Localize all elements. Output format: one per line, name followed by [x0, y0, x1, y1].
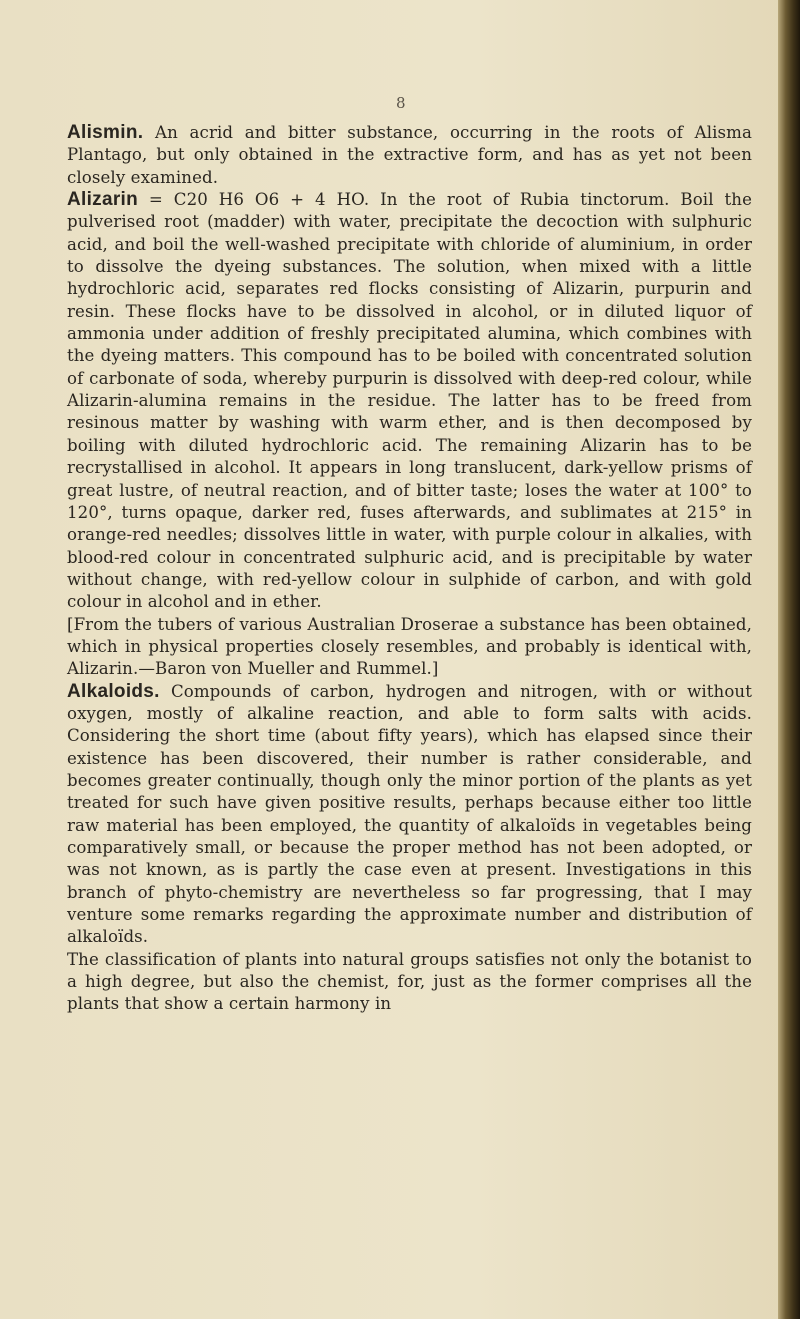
entry-alkaloids: [67, 681, 752, 949]
page-text: [67, 122, 752, 1016]
entry-continuation: [67, 949, 752, 1016]
entry-body: = C20 H6 O6 + 4 HO. In the root of Rubia tinctorum. Boil the pulverised root (madder) with water, precipitate the decoction with sulphuric acid, and boil the well-washed precipitate with chloride of aluminium, in order to dissolve the dyeing substances. The solution, when mixed with a little hydrochloric acid, separates red flocks consisting of Alizarin, purpurin and resin. These flocks have to be dissolved in alcohol, or in diluted liquor of ammonia under addition of freshly precipitated alumina, which combines with the dyeing matters. This compound has to be boiled with concentrated solution of carbonate of soda, whereby purpurin is dissolved with deep-red colour, while Alizarin-alumina remains in the residue. The latter has to be freed from resinous matter by washing with warm ether, and is then decomposed by boiling with diluted hydrochloric acid. The remaining Alizarin has to be recrystallised in alcohol. It appears in long translucent, dark-yellow prisms of great lustre, of neutral reaction, and of bitter taste; loses the water at 100° to 120°, turns opaque, darker red, fuses afterwards, and sublimates at 215° in orange-red needles; dissolves little in water, with purple colour in alkalies, with blood-red colour in concentrated sulphuric acid, and is precipitable by water without change, with red-yellow colour in sulphide of carbon, and with gold colour in alcohol and in ether.: [67, 190, 752, 612]
entry-heading: Alizarin: [67, 189, 139, 211]
entry-alismin: [67, 122, 752, 189]
entry-heading: Alismin.: [67, 122, 144, 143]
entry-body: The classification of plants into natural groups satisfies not only the botanist to a high degree, but also the chemist, for, just as the former comprises all the plants that show a certain harmony in: [67, 949, 752, 1014]
entry-body: An acrid and bitter substance, occurring in the roots of Alisma Plantago, but only obtained in the extractive form, and has as yet not been closely examined.: [67, 123, 752, 187]
entry-note: [67, 614, 752, 681]
entry-heading: Alkaloids.: [67, 680, 160, 702]
entry-body: [From the tubers of various Australian Droserae a substance has been obtained, which in physical properties closely resembles, and probably is identical with, Alizarin.—Baron von Mueller and Rummel.]: [67, 614, 752, 679]
entry-body: Compounds of carbon, hydrogen and nitrogen, with or without oxygen, mostly of alkaline reaction, and able to form salts with acids. Considering the short time (about fifty years), which has elapsed since their existence has been discovered, their number is rather considerable, and becomes greater continually, though only the minor portion of the plants as yet treated for such have given positive results, perhaps because either too little raw material has been employed, the quantity of alkaloïds in vegetables being comparatively small, or because the proper method has not been adopted, or was not known, as is partly the case even at present. Investigations in this branch of phyto-chemistry are nevertheless so far progressing, that I may venture some remarks regarding the approximate number and distribution of alkaloïds.: [67, 681, 752, 947]
page-edge: [778, 0, 800, 1319]
page-number: 8: [396, 94, 406, 112]
entry-alizarin: [67, 189, 752, 614]
